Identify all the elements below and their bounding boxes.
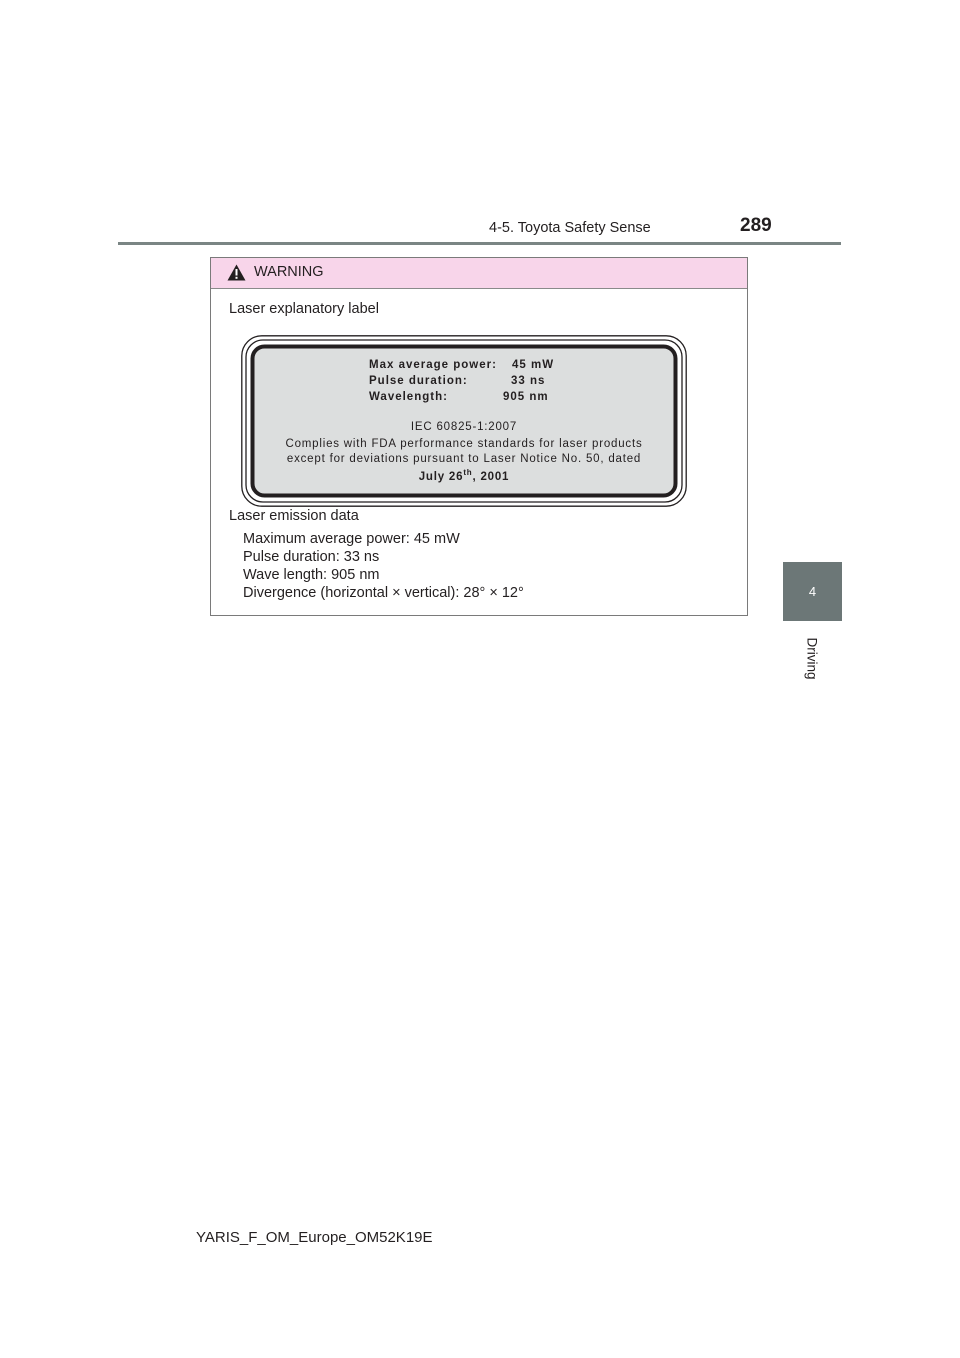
page-number: 289 bbox=[740, 215, 772, 236]
spec-name-pulse: Pulse duration: bbox=[369, 375, 468, 387]
laser-explanatory-label bbox=[241, 335, 687, 507]
emission-item: Divergence (horizontal × vertical): 28° × 12° bbox=[243, 585, 524, 601]
header-rule bbox=[118, 242, 841, 245]
emission-item: Pulse duration: 33 ns bbox=[243, 549, 380, 565]
label-date bbox=[241, 468, 687, 483]
warning-triangle-icon bbox=[227, 264, 246, 281]
emission-item: Wave length: 905 nm bbox=[243, 567, 380, 583]
emission-item: Maximum average power: 45 mW bbox=[243, 531, 460, 547]
label-date-prefix: July 26 bbox=[418, 470, 464, 483]
warning-title: WARNING bbox=[254, 264, 324, 280]
spec-name-wavelength: Wavelength: bbox=[369, 391, 448, 403]
spec-value-pulse: 33 ns bbox=[511, 375, 546, 387]
chapter-number-tab bbox=[783, 562, 842, 621]
label-compliance-line-2: except for deviations pursuant to Laser Notice No. 50, dated bbox=[286, 453, 642, 465]
spec-value-power: 45 mW bbox=[512, 359, 555, 371]
spec-name-power: Max average power: bbox=[369, 359, 497, 371]
label-date-suffix: , 2001 bbox=[472, 470, 510, 483]
chapter-label bbox=[783, 628, 842, 688]
emission-heading: Laser emission data bbox=[229, 508, 359, 524]
chapter-label-text: Driving bbox=[804, 636, 820, 680]
warning-header bbox=[211, 258, 747, 289]
document-code: YARIS_F_OM_Europe_OM52K19E bbox=[196, 1229, 433, 1246]
explanatory-label-heading: Laser explanatory label bbox=[229, 301, 379, 317]
label-date-sup: th bbox=[463, 468, 473, 477]
label-standard: IEC 60825-1:2007 bbox=[410, 421, 518, 433]
chapter-number: 4 bbox=[808, 584, 817, 599]
spec-value-wavelength: 905 nm bbox=[503, 391, 549, 403]
section-title: 4-5. Toyota Safety Sense bbox=[489, 220, 651, 236]
label-compliance-line-1: Complies with FDA performance standards for laser products bbox=[285, 438, 643, 450]
